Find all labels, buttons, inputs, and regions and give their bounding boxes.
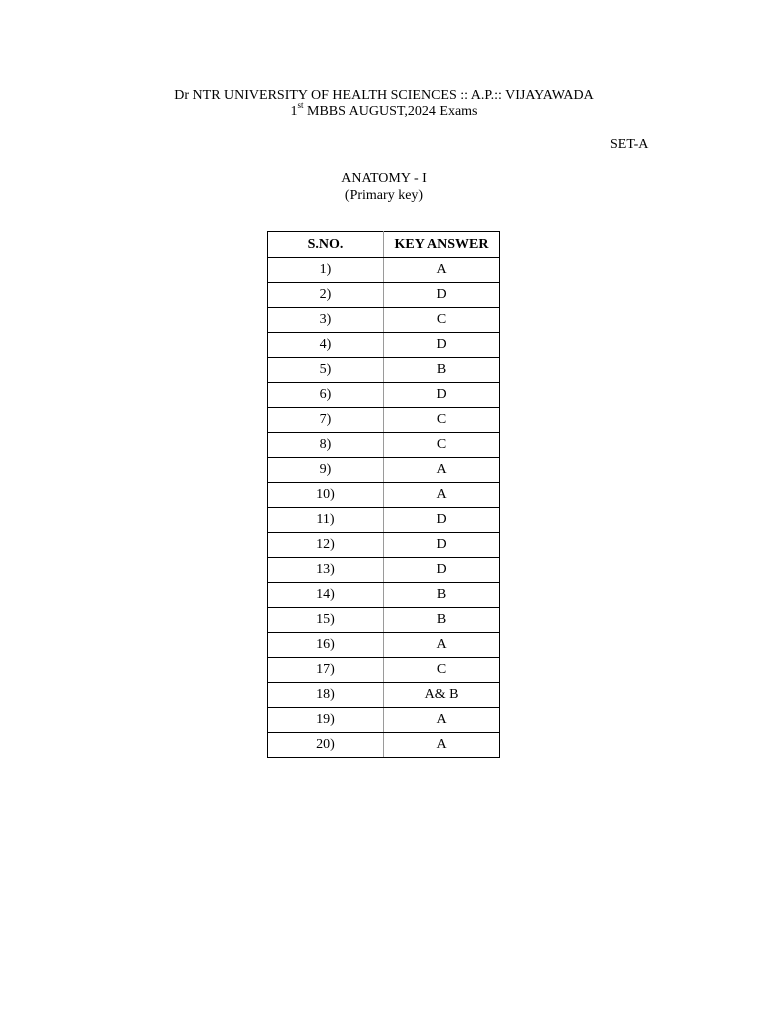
sno-cell: 3) (268, 308, 384, 333)
key-answer-cell: A (384, 258, 500, 283)
key-answer-cell: C (384, 308, 500, 333)
exam-name: MBBS AUGUST,2024 Exams (303, 104, 478, 119)
table-row (268, 433, 500, 458)
key-answer-cell: B (384, 608, 500, 633)
table-row (268, 683, 500, 708)
key-answer-cell: C (384, 408, 500, 433)
key-answer-cell: A (384, 633, 500, 658)
sno-cell: 6) (268, 383, 384, 408)
key-answer-cell: D (384, 533, 500, 558)
sno-cell: 20) (268, 733, 384, 758)
table-row (268, 383, 500, 408)
sno-cell: 8) (268, 433, 384, 458)
sno-cell: 15) (268, 608, 384, 633)
table-row (268, 333, 500, 358)
key-answer-cell: D (384, 383, 500, 408)
table-row (268, 733, 500, 758)
subject-title: ANATOMY - I (341, 171, 427, 186)
table-row (268, 308, 500, 333)
table-body (268, 258, 500, 758)
exam-title (0, 100, 768, 120)
sno-cell: 1) (268, 258, 384, 283)
table-header-row (268, 232, 500, 258)
table-row (268, 483, 500, 508)
sno-cell: 16) (268, 633, 384, 658)
key-answer-cell: A (384, 458, 500, 483)
sno-cell: 11) (268, 508, 384, 533)
key-answer-cell: B (384, 583, 500, 608)
table-row (268, 358, 500, 383)
table-row (268, 558, 500, 583)
table-row (268, 708, 500, 733)
table-row (268, 633, 500, 658)
table-row (268, 258, 500, 283)
key-answer-cell: A& B (384, 683, 500, 708)
key-answer-cell: A (384, 733, 500, 758)
sno-cell: 4) (268, 333, 384, 358)
key-answer-cell: A (384, 708, 500, 733)
table-row (268, 533, 500, 558)
sno-cell: 9) (268, 458, 384, 483)
column-header-key-answer: KEY ANSWER (384, 232, 500, 258)
sno-cell: 7) (268, 408, 384, 433)
key-answer-cell: D (384, 283, 500, 308)
table-row (268, 608, 500, 633)
key-answer-cell: D (384, 508, 500, 533)
sno-cell: 5) (268, 358, 384, 383)
subject-subtitle: (Primary key) (344, 188, 424, 203)
key-answer-cell: D (384, 333, 500, 358)
key-answer-cell: C (384, 658, 500, 683)
exam-ordinal-suffix: st (297, 100, 304, 111)
column-header-sno: S.NO. (268, 232, 384, 258)
set-label: SET-A (610, 137, 649, 152)
answer-key-table (267, 231, 500, 758)
sno-cell: 2) (268, 283, 384, 308)
sno-cell: 14) (268, 583, 384, 608)
key-answer-cell: A (384, 483, 500, 508)
sno-cell: 19) (268, 708, 384, 733)
key-answer-cell: D (384, 558, 500, 583)
key-answer-cell: B (384, 358, 500, 383)
sno-cell: 10) (268, 483, 384, 508)
sno-cell: 13) (268, 558, 384, 583)
key-answer-cell: C (384, 433, 500, 458)
exam-ordinal: 1 (290, 104, 298, 119)
university-title: Dr NTR UNIVERSITY OF HEALTH SCIENCES :: A.P.:: VIJAYAWADA (174, 88, 594, 103)
table-row (268, 583, 500, 608)
table-row (268, 458, 500, 483)
sno-cell: 18) (268, 683, 384, 708)
table-row (268, 283, 500, 308)
table-row (268, 508, 500, 533)
sno-cell: 17) (268, 658, 384, 683)
table-row (268, 408, 500, 433)
sno-cell: 12) (268, 533, 384, 558)
table-row (268, 658, 500, 683)
